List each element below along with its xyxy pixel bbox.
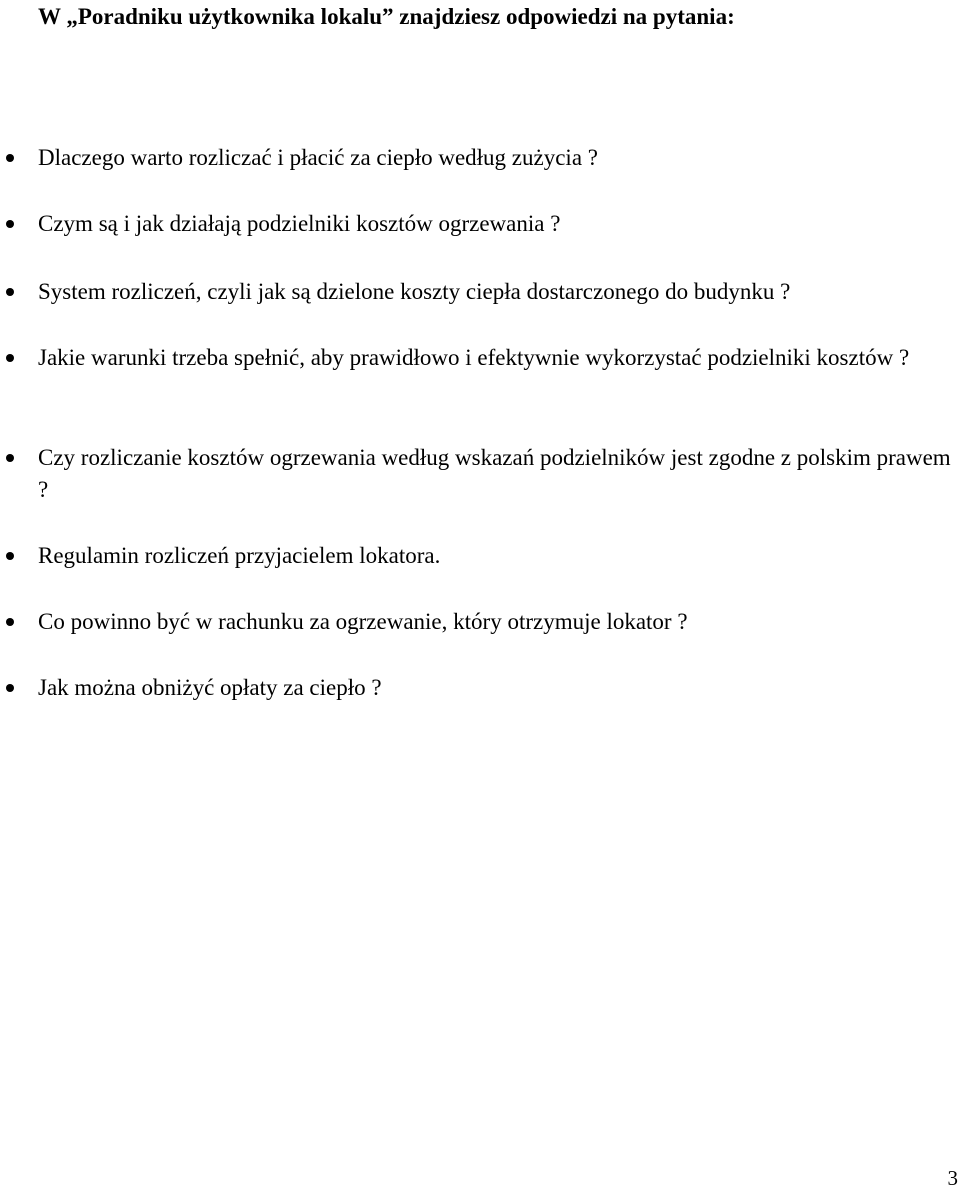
- question-item: [38, 442, 960, 506]
- question-text: Jakie warunki trzeba spełnić, aby prawidłowo i efektywnie wykorzystać podzielniki kosztów ?: [38, 345, 910, 370]
- question-item: [38, 672, 960, 704]
- question-item: [38, 342, 960, 374]
- question-text: Dlaczego warto rozliczać i płacić za ciepło według zużycia ?: [38, 145, 598, 170]
- bullet-icon: [6, 220, 14, 228]
- question-item: [38, 208, 960, 240]
- page-number: 3: [947, 1166, 958, 1190]
- question-text: Jak można obniżyć opłaty za ciepło ?: [38, 675, 382, 700]
- question-text: Regulamin rozliczeń przyjacielem lokatora.: [38, 543, 441, 568]
- question-text: Czy rozliczanie kosztów ogrzewania według wskazań podzielników jest zgodne z polskim prawem ?: [38, 445, 951, 502]
- bullet-icon: [6, 288, 14, 296]
- document-heading: W „Poradniku użytkownika lokalu” znajdziesz odpowiedzi na pytania:: [38, 4, 735, 29]
- question-item: [38, 540, 960, 572]
- bullet-icon: [6, 454, 14, 462]
- question-item: [38, 142, 960, 174]
- bullet-icon: [6, 354, 14, 362]
- question-text: Co powinno być w rachunku za ogrzewanie, który otrzymuje lokator ?: [38, 609, 688, 634]
- question-text: Czym są i jak działają podzielniki kosztów ogrzewania ?: [38, 211, 561, 236]
- bullet-icon: [6, 618, 14, 626]
- bullet-icon: [6, 684, 14, 692]
- question-item: [38, 276, 960, 308]
- question-text: System rozliczeń, czyli jak są dzielone koszty ciepła dostarczonego do budynku ?: [38, 279, 791, 304]
- question-item: [38, 606, 960, 638]
- bullet-icon: [6, 154, 14, 162]
- bullet-icon: [6, 552, 14, 560]
